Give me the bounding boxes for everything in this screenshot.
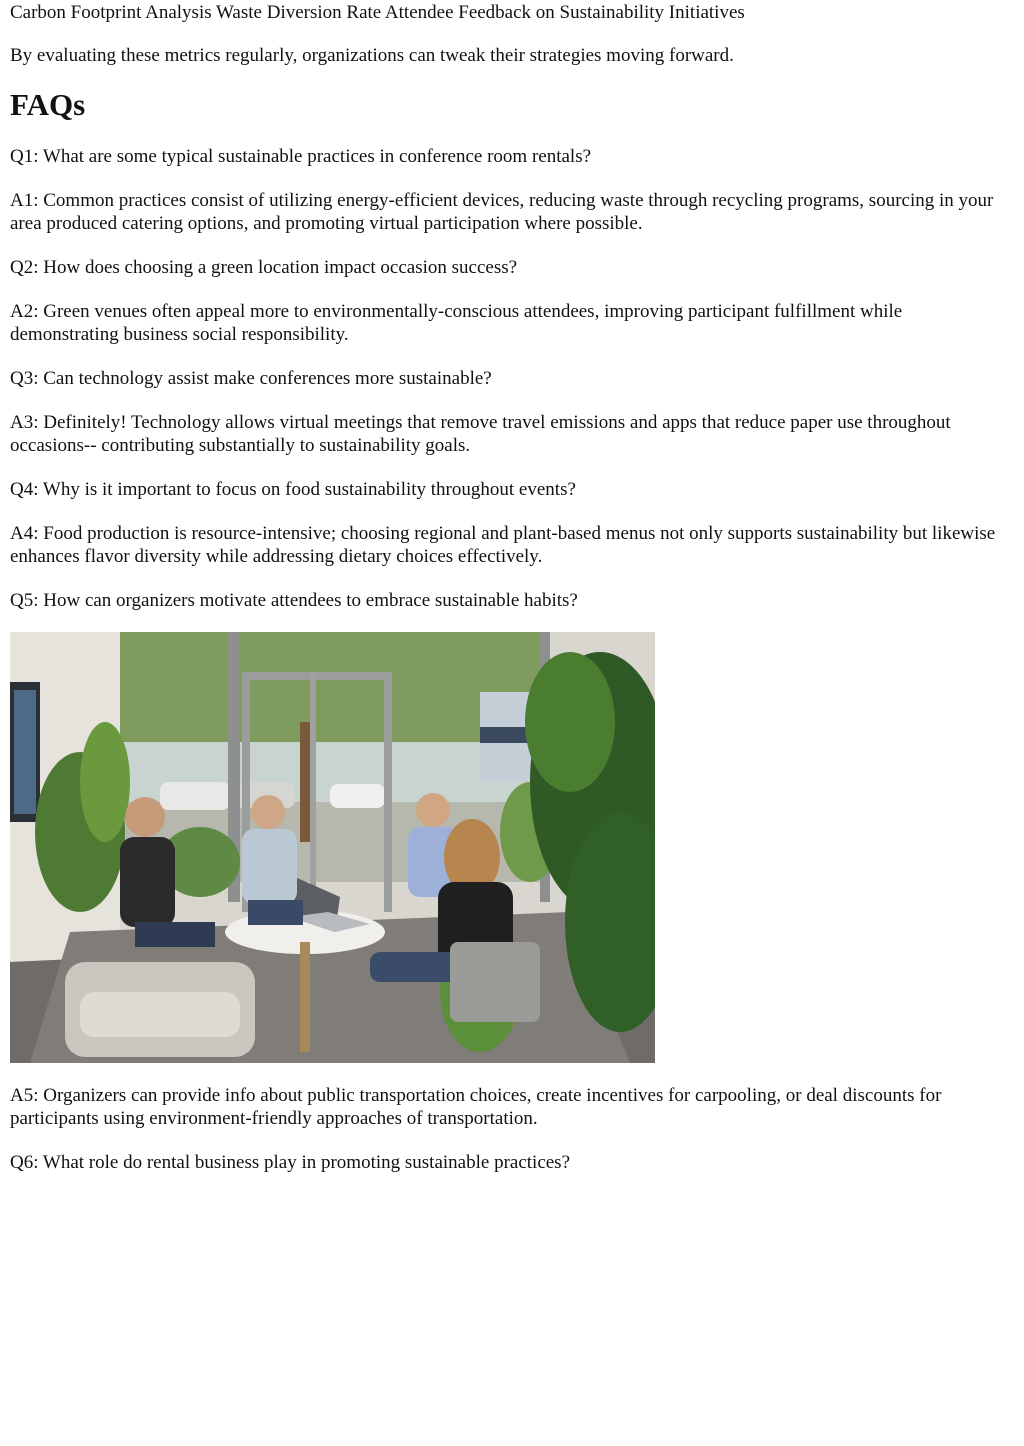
metrics-line: Carbon Footprint Analysis Waste Diversion Rate Attendee Feedback on Sustainability Initiatives (10, 2, 745, 23)
meeting-photo (10, 632, 655, 1063)
faq-question-6: Q6: What role do rental business play in promoting sustainable practices? (10, 1152, 571, 1173)
faq-question-2: Q2: How does choosing a green location impact occasion success? (10, 257, 518, 278)
article (10, 0, 1014, 1174)
faq-question-3: Q3: Can technology assist make conferences more sustainable? (10, 368, 492, 389)
intro-paragraph: By evaluating these metrics regularly, organizations can tweak their strategies moving forward. (10, 45, 734, 66)
faq-answer-5: A5: Organizers can provide info about public transportation choices, create incentives for carpooling, or deal discounts for participants using environment-friendly approaches of transportation. (10, 1085, 942, 1129)
faq-question-5: Q5: How can organizers motivate attendees to embrace sustainable habits? (10, 590, 578, 611)
faq-answer-2: A2: Green venues often appeal more to environmentally-conscious attendees, improving participant fulfillment while demonstrating business social responsibility. (10, 301, 903, 345)
faq-question-1: Q1: What are some typical sustainable practices in conference room rentals? (10, 146, 592, 167)
faq-answer-1: A1: Common practices consist of utilizing energy-efficient devices, reducing waste through recycling programs, sourcing in your area produced catering options, and promoting virtual participation where possible. (10, 190, 994, 234)
faq-question-4: Q4: Why is it important to focus on food sustainability throughout events? (10, 479, 576, 500)
faq-heading: FAQs (10, 87, 86, 122)
faq-answer-3: A3: Definitely! Technology allows virtual meetings that remove travel emissions and apps that reduce paper use throughout occasions-- contributing substantially to sustainability goals. (10, 412, 951, 456)
faq-answer-4: A4: Food production is resource-intensive; choosing regional and plant-based menus not only supports sustainability but likewise enhances flavor diversity while addressing dietary choices effectively. (10, 523, 996, 567)
